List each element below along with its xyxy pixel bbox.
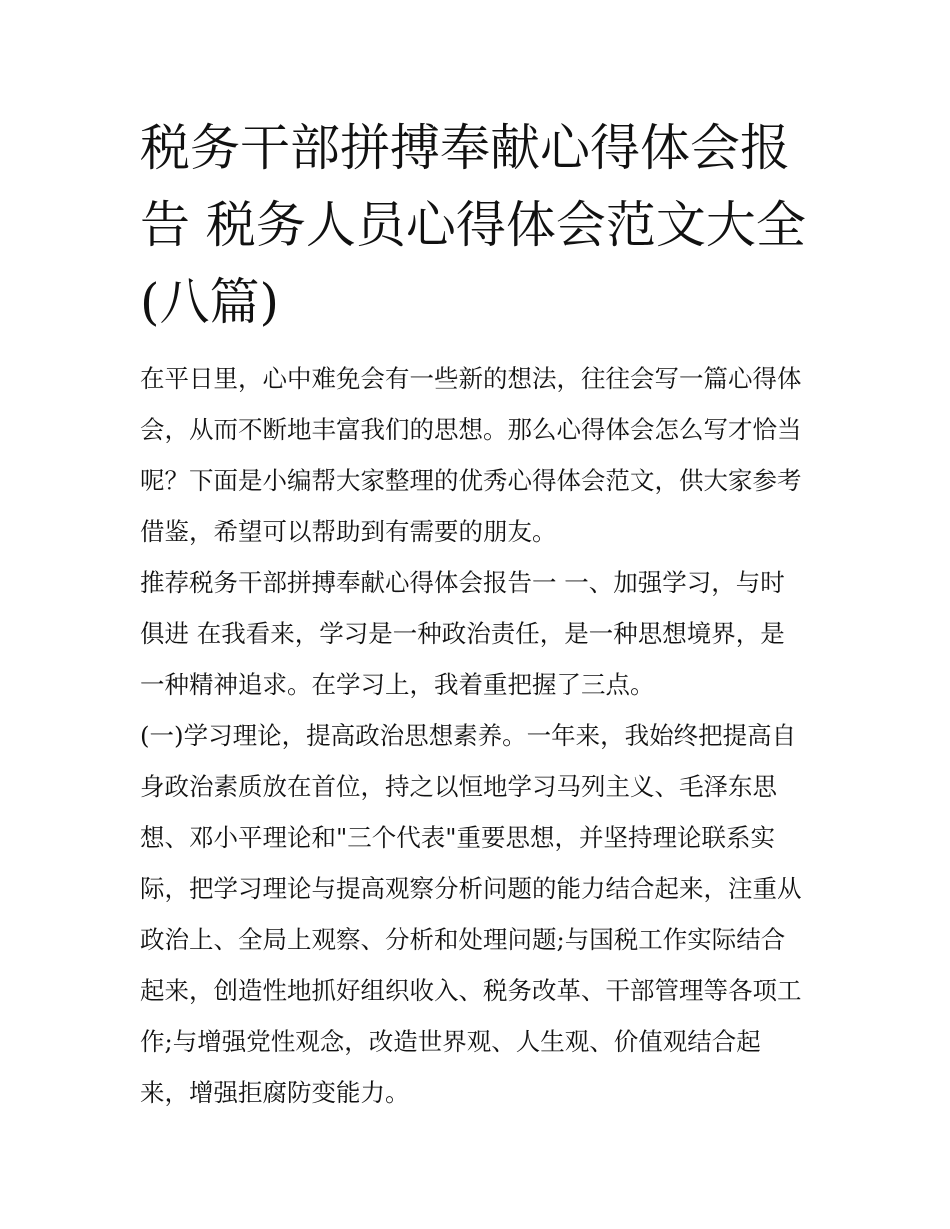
document-body [140, 353, 840, 1118]
document-title [140, 110, 840, 341]
body-line: 际，把学习理论与提高观察分析问题的能力结合起来，注重从 [140, 874, 802, 903]
title-line: 告 税务人员心得体会范文大全 [140, 196, 806, 254]
body-line: 借鉴，希望可以帮助到有需要的朋友。 [140, 517, 557, 546]
body-line: 推荐税务干部拼搏奉献心得体会报告一 一、加强学习，与时 [140, 568, 785, 597]
body-line: 会，从而不断地丰富我们的思想。那么心得体会怎么写才恰当 [140, 415, 802, 444]
body-line: 身政治素质放在首位，持之以恒地学习马列主义、毛泽东思 [140, 772, 777, 801]
title-line: 税务干部拼搏奉献心得体会报 [140, 119, 790, 177]
body-line: 俱进 在我看来，学习是一种政治责任，是一种思想境界，是 [140, 619, 785, 648]
body-line: (一)学习理论，提高政治思想素养。一年来，我始终把提高自 [140, 721, 797, 750]
title-line: (八篇) [140, 273, 280, 331]
body-line: 在平日里，心中难免会有一些新的想法，往往会写一篇心得体 [140, 364, 802, 393]
body-line: 作;与增强党性观念，改造世界观、人生观、价值观结合起 [140, 1027, 761, 1056]
body-line: 呢？下面是小编帮大家整理的优秀心得体会范文，供大家参考 [140, 466, 802, 495]
body-line: 一种精神追求。在学习上，我着重把握了三点。 [140, 670, 655, 699]
body-line: 想、邓小平理论和"三个代表"重要思想，并坚持理论联系实 [140, 823, 776, 852]
body-line: 起来，创造性地抓好组织收入、税务改革、干部管理等各项工 [140, 976, 802, 1005]
body-line: 政治上、全局上观察、分析和处理问题;与国税工作实际结合 [140, 925, 786, 954]
body-line: 来，增强拒腐防变能力。 [140, 1078, 410, 1107]
